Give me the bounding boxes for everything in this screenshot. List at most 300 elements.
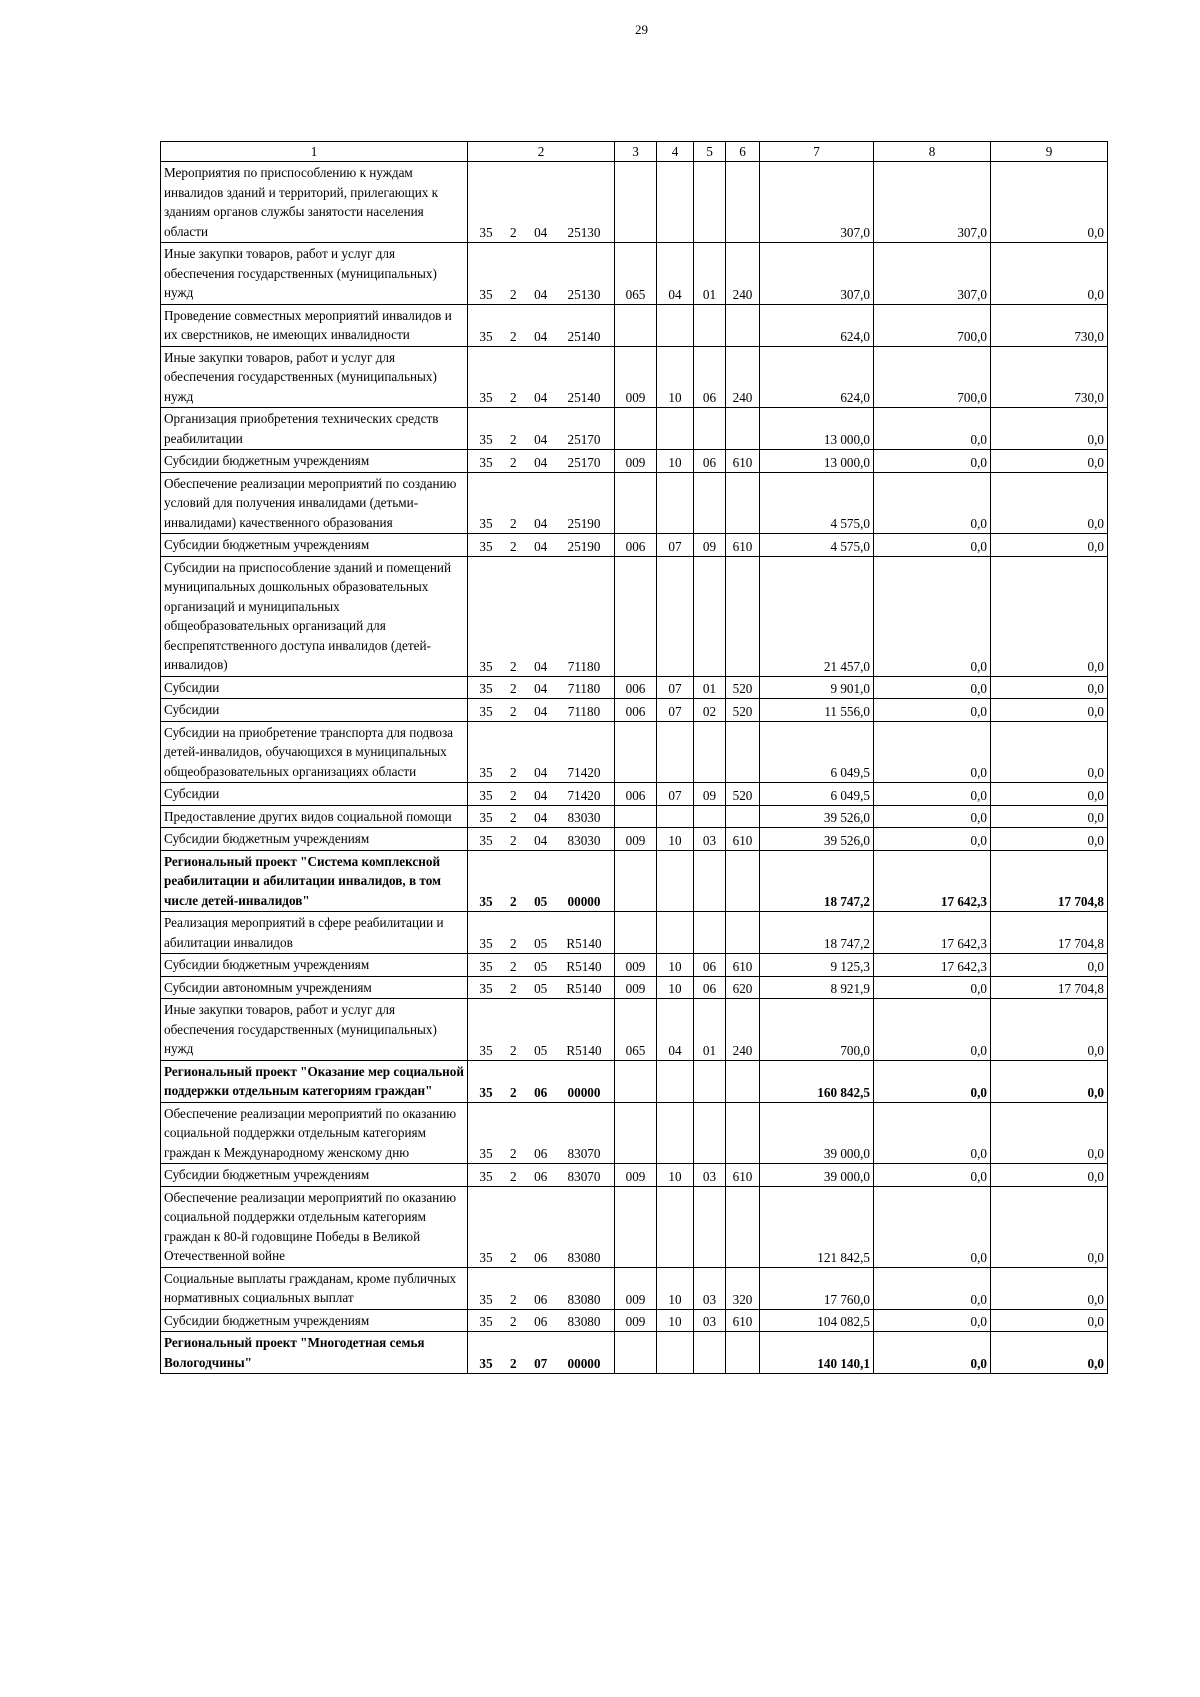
row-code	[468, 828, 615, 851]
amount-col8: 0,0	[874, 676, 991, 699]
amount-col8: 0,0	[874, 805, 991, 828]
row-name: Субсидии на приспособление зданий и помещений муниципальных дошкольных образовательных организаций и муниципальных общеобразовательных организаций для беспрепятственного доступа инвалидов (детей-инвалидов)	[161, 556, 468, 676]
table-row	[161, 1267, 1108, 1309]
table-row	[161, 304, 1108, 346]
amount-col8: 0,0	[874, 1309, 991, 1332]
col5-cell: 02	[694, 699, 726, 722]
amount-col7: 13 000,0	[760, 408, 874, 450]
col4-cell	[657, 162, 694, 243]
table-row	[161, 999, 1108, 1061]
code-part-2: 2	[510, 1084, 517, 1100]
program-code	[471, 514, 611, 533]
col6-cell: 320	[726, 1267, 760, 1309]
row-name: Субсидии бюджетным учреждениям	[161, 1309, 468, 1332]
row-code	[468, 408, 615, 450]
amount-col8: 307,0	[874, 162, 991, 243]
program-code	[471, 808, 611, 827]
col6-cell	[726, 472, 760, 534]
amount-col7: 13 000,0	[760, 450, 874, 473]
amount-col7: 18 747,2	[760, 912, 874, 954]
table-row	[161, 450, 1108, 473]
code-part-2: 2	[510, 894, 517, 909]
code-part-3: 04	[534, 703, 548, 719]
amount-col7: 18 747,2	[760, 850, 874, 912]
code-part-3: 06	[534, 1314, 548, 1329]
code-part-2: 2	[510, 936, 517, 951]
code-part-3: 06	[534, 1168, 548, 1184]
code-part-3: 06	[534, 1146, 548, 1161]
col5-cell	[694, 1186, 726, 1267]
amount-col7: 9 125,3	[760, 954, 874, 977]
program-code	[471, 1354, 611, 1373]
table-header-row	[161, 142, 1108, 162]
code-part-3: 04	[534, 765, 548, 780]
program-code	[471, 1167, 611, 1186]
program-code	[471, 657, 611, 676]
row-code	[468, 1186, 615, 1267]
amount-col9: 17 704,8	[991, 976, 1108, 999]
code-part-2: 2	[510, 1356, 517, 1371]
row-code	[468, 304, 615, 346]
code-part-2: 2	[510, 1042, 517, 1058]
table-row	[161, 346, 1108, 408]
col6-cell: 620	[726, 976, 760, 999]
code-part-1: 35	[479, 681, 493, 696]
row-code	[468, 850, 615, 912]
program-code	[471, 430, 611, 449]
program-code	[471, 1290, 611, 1309]
table-row	[161, 243, 1108, 305]
amount-col9: 0,0	[991, 408, 1108, 450]
code-part-2: 2	[510, 516, 517, 531]
code-part-2: 2	[510, 765, 517, 780]
code-part-3: 04	[534, 832, 548, 848]
amount-col7: 4 575,0	[760, 534, 874, 557]
amount-col7: 140 140,1	[760, 1332, 874, 1374]
col5-cell	[694, 850, 726, 912]
table-row	[161, 1332, 1108, 1374]
table-row	[161, 556, 1108, 676]
code-part-4: R5140	[566, 958, 602, 974]
program-code	[471, 892, 611, 911]
col4-cell	[657, 1186, 694, 1267]
code-part-4: R5140	[566, 936, 602, 951]
col3-cell	[615, 1332, 657, 1374]
header-cell: 1	[161, 142, 468, 162]
code-part-4: 83080	[567, 1249, 601, 1265]
code-part-2: 2	[510, 390, 517, 405]
code-part-4: 71420	[567, 787, 601, 803]
code-part-4: 71420	[567, 765, 601, 780]
col4-cell: 10	[657, 346, 694, 408]
col5-cell: 03	[694, 1309, 726, 1332]
row-name: Обеспечение реализации мероприятий по созданию условий для получения инвалидами (детьми-инвалидами) качественного образования	[161, 472, 468, 534]
amount-col9: 0,0	[991, 472, 1108, 534]
code-part-4: 25190	[567, 516, 601, 531]
col4-cell	[657, 1102, 694, 1164]
amount-col9: 0,0	[991, 556, 1108, 676]
table-row	[161, 783, 1108, 806]
header-cell: 6	[726, 142, 760, 162]
amount-col7: 700,0	[760, 999, 874, 1061]
col6-cell: 520	[726, 783, 760, 806]
col6-cell	[726, 162, 760, 243]
amount-col7: 104 082,5	[760, 1309, 874, 1332]
amount-col9: 0,0	[991, 783, 1108, 806]
row-code	[468, 676, 615, 699]
col4-cell	[657, 721, 694, 783]
code-part-2: 2	[510, 1146, 517, 1161]
row-name: Организация приобретения технических средств реабилитации	[161, 408, 468, 450]
amount-col8: 17 642,3	[874, 954, 991, 977]
col6-cell: 610	[726, 450, 760, 473]
code-part-4: 00000	[567, 894, 601, 909]
col5-cell	[694, 1060, 726, 1102]
row-code	[468, 912, 615, 954]
code-part-3: 04	[534, 454, 548, 470]
col6-cell	[726, 721, 760, 783]
row-name: Субсидии на приобретение транспорта для подвоза детей-инвалидов, обучающихся в муниципальных общеобразовательных организациях области	[161, 721, 468, 783]
col3-cell: 009	[615, 346, 657, 408]
program-code	[471, 957, 611, 976]
col6-cell: 610	[726, 534, 760, 557]
col5-cell	[694, 1102, 726, 1164]
col6-cell: 610	[726, 828, 760, 851]
amount-col8: 17 642,3	[874, 850, 991, 912]
amount-col7: 39 000,0	[760, 1102, 874, 1164]
row-name: Субсидии автономным учреждениям	[161, 976, 468, 999]
code-part-1: 35	[479, 1042, 493, 1058]
col5-cell: 03	[694, 828, 726, 851]
code-part-3: 04	[534, 538, 548, 554]
row-code	[468, 556, 615, 676]
code-part-2: 2	[510, 1168, 517, 1184]
amount-col9: 0,0	[991, 805, 1108, 828]
table-row	[161, 1309, 1108, 1332]
col4-cell	[657, 805, 694, 828]
program-code	[471, 327, 611, 346]
col4-cell	[657, 408, 694, 450]
code-part-3: 05	[534, 1042, 548, 1058]
col3-cell: 006	[615, 783, 657, 806]
header-cell: 3	[615, 142, 657, 162]
code-part-2: 2	[510, 787, 517, 803]
row-name: Региональный проект "Система комплексной реабилитации и абилитации инвалидов, в том числе детей-инвалидов"	[161, 850, 468, 912]
col6-cell	[726, 805, 760, 828]
row-name: Реализация мероприятий в сфере реабилитации и абилитации инвалидов	[161, 912, 468, 954]
row-name: Предоставление других видов социальной помощи	[161, 805, 468, 828]
row-name: Социальные выплаты гражданам, кроме публичных нормативных социальных выплат	[161, 1267, 468, 1309]
code-part-4: 71180	[567, 703, 601, 719]
col5-cell	[694, 912, 726, 954]
col5-cell	[694, 304, 726, 346]
program-code	[471, 1248, 611, 1267]
col6-cell: 610	[726, 1309, 760, 1332]
code-part-3: 04	[534, 658, 548, 674]
code-part-4: 83070	[567, 1146, 601, 1161]
col5-cell: 06	[694, 450, 726, 473]
code-part-3: 05	[534, 894, 548, 909]
col6-cell: 240	[726, 346, 760, 408]
code-part-3: 05	[534, 981, 548, 996]
col5-cell: 09	[694, 534, 726, 557]
col5-cell	[694, 1332, 726, 1374]
code-part-3: 05	[534, 958, 548, 974]
code-part-3: 04	[534, 328, 548, 344]
table-row	[161, 1060, 1108, 1102]
row-code	[468, 346, 615, 408]
col5-cell	[694, 721, 726, 783]
code-part-2: 2	[510, 1249, 517, 1265]
row-name: Субсидии бюджетным учреждениям	[161, 534, 468, 557]
col5-cell: 03	[694, 1164, 726, 1187]
col5-cell	[694, 805, 726, 828]
col5-cell: 01	[694, 243, 726, 305]
col4-cell: 10	[657, 450, 694, 473]
row-name: Иные закупки товаров, работ и услуг для обеспечения государственных (муниципальных) нужд	[161, 346, 468, 408]
program-code	[471, 831, 611, 850]
header-cell: 2	[468, 142, 615, 162]
code-part-2: 2	[510, 225, 517, 240]
program-code	[471, 763, 611, 782]
col4-cell: 10	[657, 1309, 694, 1332]
page-number: 29	[635, 22, 648, 37]
amount-col7: 121 842,5	[760, 1186, 874, 1267]
code-part-4: 83030	[567, 810, 601, 825]
table-row	[161, 805, 1108, 828]
program-code	[471, 285, 611, 304]
code-part-1: 35	[479, 894, 493, 909]
col4-cell	[657, 472, 694, 534]
amount-col9: 0,0	[991, 243, 1108, 305]
amount-col9: 730,0	[991, 346, 1108, 408]
code-part-3: 04	[534, 681, 548, 696]
col6-cell	[726, 304, 760, 346]
col3-cell	[615, 850, 657, 912]
row-name: Обеспечение реализации мероприятий по оказанию социальной поддержки отдельным категориям граждан к Международному женскому дню	[161, 1102, 468, 1164]
col4-cell: 10	[657, 828, 694, 851]
amount-col9: 17 704,8	[991, 850, 1108, 912]
code-part-3: 04	[534, 810, 548, 825]
code-part-4: 83080	[567, 1291, 601, 1307]
table-row	[161, 721, 1108, 783]
header-cell: 7	[760, 142, 874, 162]
code-part-4: 25170	[567, 454, 601, 470]
program-code	[471, 1312, 611, 1331]
amount-col8: 0,0	[874, 976, 991, 999]
amount-col9: 0,0	[991, 954, 1108, 977]
amount-col7: 6 049,5	[760, 721, 874, 783]
amount-col8: 0,0	[874, 1332, 991, 1374]
code-part-4: 83080	[567, 1314, 601, 1329]
amount-col8: 0,0	[874, 472, 991, 534]
amount-col9: 0,0	[991, 999, 1108, 1061]
col6-cell	[726, 408, 760, 450]
table-row	[161, 1164, 1108, 1187]
col3-cell	[615, 1102, 657, 1164]
col5-cell	[694, 556, 726, 676]
amount-col8: 307,0	[874, 243, 991, 305]
table-row	[161, 850, 1108, 912]
col6-cell: 520	[726, 699, 760, 722]
col3-cell: 009	[615, 1164, 657, 1187]
amount-col9: 0,0	[991, 162, 1108, 243]
amount-col9: 0,0	[991, 828, 1108, 851]
code-part-3: 05	[534, 936, 548, 951]
code-part-4: 25130	[567, 225, 601, 240]
col6-cell: 240	[726, 999, 760, 1061]
code-part-1: 35	[479, 1168, 493, 1184]
col4-cell: 10	[657, 976, 694, 999]
col3-cell	[615, 472, 657, 534]
row-code	[468, 783, 615, 806]
row-code	[468, 243, 615, 305]
col4-cell: 07	[657, 534, 694, 557]
program-code	[471, 223, 611, 242]
code-part-1: 35	[479, 658, 493, 674]
amount-col9: 0,0	[991, 676, 1108, 699]
amount-col7: 6 049,5	[760, 783, 874, 806]
row-name: Субсидии бюджетным учреждениям	[161, 450, 468, 473]
row-name: Иные закупки товаров, работ и услуг для обеспечения государственных (муниципальных) нужд	[161, 243, 468, 305]
amount-col9: 0,0	[991, 1102, 1108, 1164]
col6-cell: 240	[726, 243, 760, 305]
row-code	[468, 976, 615, 999]
code-part-4: 83070	[567, 1168, 601, 1184]
amount-col7: 8 921,9	[760, 976, 874, 999]
col3-cell	[615, 556, 657, 676]
row-code	[468, 1267, 615, 1309]
code-part-4: 00000	[567, 1084, 601, 1100]
row-name: Субсидии	[161, 676, 468, 699]
col3-cell	[615, 1186, 657, 1267]
code-part-2: 2	[510, 681, 517, 696]
code-part-2: 2	[510, 832, 517, 848]
row-code	[468, 1332, 615, 1374]
col4-cell: 07	[657, 783, 694, 806]
col3-cell: 009	[615, 1267, 657, 1309]
col4-cell	[657, 1332, 694, 1374]
code-part-3: 04	[534, 516, 548, 531]
col3-cell: 065	[615, 243, 657, 305]
code-part-3: 06	[534, 1249, 548, 1265]
col6-cell	[726, 850, 760, 912]
code-part-1: 35	[479, 765, 493, 780]
code-part-2: 2	[510, 1314, 517, 1329]
col3-cell: 009	[615, 828, 657, 851]
amount-col8: 0,0	[874, 721, 991, 783]
row-name: Субсидии бюджетным учреждениям	[161, 1164, 468, 1187]
col3-cell	[615, 721, 657, 783]
row-name: Субсидии бюджетным учреждениям	[161, 828, 468, 851]
code-part-1: 35	[479, 1356, 493, 1371]
amount-col7: 21 457,0	[760, 556, 874, 676]
code-part-4: 71180	[567, 658, 601, 674]
code-part-1: 35	[479, 516, 493, 531]
col5-cell: 03	[694, 1267, 726, 1309]
code-part-1: 35	[479, 1314, 493, 1329]
row-name: Проведение совместных мероприятий инвалидов и их сверстников, не имеющих инвалидности	[161, 304, 468, 346]
row-code	[468, 954, 615, 977]
header-cell: 9	[991, 142, 1108, 162]
col3-cell: 009	[615, 450, 657, 473]
code-part-3: 04	[534, 225, 548, 240]
code-part-3: 04	[534, 390, 548, 405]
amount-col9: 0,0	[991, 699, 1108, 722]
col6-cell: 610	[726, 1164, 760, 1187]
col3-cell: 006	[615, 699, 657, 722]
code-part-3: 04	[534, 286, 548, 302]
code-part-3: 06	[534, 1084, 548, 1100]
col5-cell	[694, 472, 726, 534]
row-name: Иные закупки товаров, работ и услуг для обеспечения государственных (муниципальных) нужд	[161, 999, 468, 1061]
amount-col8: 17 642,3	[874, 912, 991, 954]
col6-cell	[726, 1332, 760, 1374]
col4-cell: 07	[657, 699, 694, 722]
code-part-1: 35	[479, 936, 493, 951]
program-code	[471, 1144, 611, 1163]
amount-col9: 0,0	[991, 1060, 1108, 1102]
program-code	[471, 1083, 611, 1102]
amount-col9: 0,0	[991, 1267, 1108, 1309]
col3-cell: 006	[615, 676, 657, 699]
row-code	[468, 699, 615, 722]
row-name: Субсидии	[161, 699, 468, 722]
code-part-3: 04	[534, 432, 548, 447]
code-part-4: R5140	[566, 1042, 602, 1058]
amount-col7: 17 760,0	[760, 1267, 874, 1309]
program-code	[471, 934, 611, 953]
code-part-1: 35	[479, 832, 493, 848]
code-part-1: 35	[479, 1291, 493, 1307]
table-row	[161, 162, 1108, 243]
row-code	[468, 534, 615, 557]
amount-col8: 0,0	[874, 699, 991, 722]
col5-cell: 06	[694, 954, 726, 977]
code-part-2: 2	[510, 810, 517, 825]
col5-cell	[694, 162, 726, 243]
table-row	[161, 954, 1108, 977]
table-row	[161, 472, 1108, 534]
amount-col8: 0,0	[874, 783, 991, 806]
row-code	[468, 1060, 615, 1102]
amount-col8: 0,0	[874, 534, 991, 557]
amount-col8: 0,0	[874, 999, 991, 1061]
amount-col9: 0,0	[991, 534, 1108, 557]
amount-col7: 9 901,0	[760, 676, 874, 699]
code-part-3: 06	[534, 1291, 548, 1307]
row-code	[468, 1309, 615, 1332]
code-part-1: 35	[479, 538, 493, 554]
amount-col7: 307,0	[760, 243, 874, 305]
header-cell: 4	[657, 142, 694, 162]
col5-cell: 06	[694, 976, 726, 999]
table-row	[161, 912, 1108, 954]
amount-col9: 0,0	[991, 1186, 1108, 1267]
col4-cell	[657, 912, 694, 954]
code-part-1: 35	[479, 1084, 493, 1100]
code-part-1: 35	[479, 810, 493, 825]
row-name: Мероприятия по приспособлению к нуждам инвалидов зданий и территорий, прилегающих к зданиям органов службы занятости населения области	[161, 162, 468, 243]
col4-cell: 10	[657, 954, 694, 977]
code-part-1: 35	[479, 787, 493, 803]
col6-cell: 610	[726, 954, 760, 977]
col5-cell: 01	[694, 999, 726, 1061]
col4-cell	[657, 850, 694, 912]
code-part-4: 83030	[567, 832, 601, 848]
amount-col9: 0,0	[991, 450, 1108, 473]
row-code	[468, 1102, 615, 1164]
